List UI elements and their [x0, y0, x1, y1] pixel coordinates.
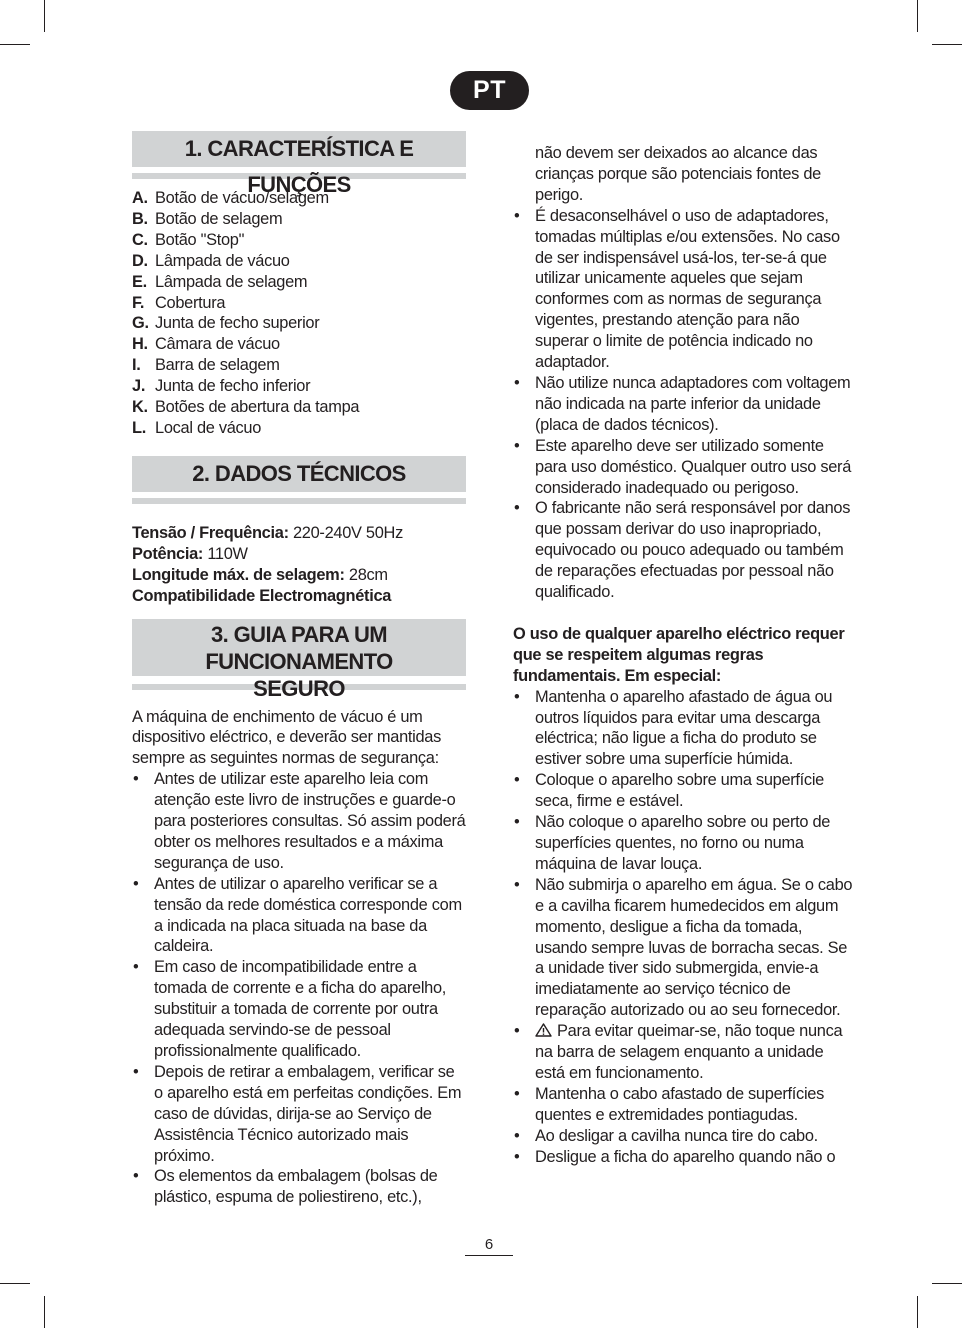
section-3-title-line2: SEGURO — [253, 675, 345, 701]
safety-bullet: • O fabricante não será responsável por danos que possam derivar do uso inapropriado, equivocado ou pouco adequado ou também de reparações efectuadas por pessoal não qualificado. — [513, 498, 853, 603]
rule-bullet: • Não coloque o aparelho sobre ou perto de superfícies quentes, no forno ou numa máquina de lavar louça. — [513, 812, 853, 875]
feature-item — [132, 355, 466, 376]
feature-letter: H. — [132, 335, 148, 354]
safety-bullet: • Não utilize nunca adaptadores com voltagem não indicada na parte inferior da unidade (placa de dados técnicos). — [513, 373, 853, 436]
feature-item — [132, 376, 466, 397]
crop-mark — [917, 0, 918, 32]
safety-bullet: • Os elementos da embalagem (bolsas de plástico, espuma de poliestireno, etc.), — [132, 1166, 466, 1208]
feature-list — [132, 188, 466, 439]
section-3-title-line1: 3. GUIA PARA UM FUNCIONAMENTO — [205, 621, 393, 674]
feature-letter: G. — [132, 314, 149, 333]
safety-bullet: • Este aparelho deve ser utilizado somente para uso doméstico. Qualquer outro uso será considerado inadequado ou perigoso. — [513, 436, 853, 499]
feature-text: Botão de vácuo/selagem — [155, 189, 329, 207]
tech-specs — [132, 523, 466, 607]
rule-bullet: • Coloque o aparelho sobre uma superfície seca, firme e estável. — [513, 770, 853, 812]
feature-letter: I. — [132, 356, 141, 375]
rule-bullet: • Mantenha o aparelho afastado de água ou outros líquidos para evitar uma descarga eléctrica; não ligue a ficha do produto se estiver sobre uma superfície húmida. — [513, 687, 853, 771]
safety-intro: A máquina de enchimento de vácuo é um dispositivo eléctrico, e deverão ser mantidas sempre as seguintes normas de segurança: — [132, 707, 442, 768]
page-number: 6 — [484, 1236, 494, 1253]
crop-mark — [932, 1283, 962, 1284]
crop-mark — [0, 44, 30, 45]
crop-mark — [0, 1283, 30, 1284]
safety-bullet: • Depois de retirar a embalagem, verificar se o aparelho está em perfeitas condições. Em caso de dúvidas, dirija-se ao Serviço de Assistência Técnico autorizado mais próximo. — [132, 1062, 466, 1167]
feature-text: Lâmpada de vácuo — [155, 251, 290, 270]
feature-letter: L. — [132, 418, 146, 437]
warning-triangle-icon — [535, 1023, 552, 1037]
page-number-rule — [465, 1255, 513, 1256]
rules-list — [513, 687, 853, 1022]
crop-mark — [932, 44, 962, 45]
feature-item — [132, 251, 466, 272]
section-rule — [132, 498, 466, 504]
feature-text: Câmara de vácuo — [155, 335, 280, 354]
safety-bullet: • É desaconselhável o uso de adaptadores, tomadas múltiplas e/ou extensões. No caso de ser indispensável usá-los, ter-se-á que utilizar unicamente aqueles que sejam conformes com as normas de segurança vigentes, prestando atenção para não superar o limite de potência indicado no adaptador. — [513, 206, 853, 373]
crop-mark — [44, 1296, 45, 1328]
feature-text: Lâmpada de selagem — [155, 272, 308, 291]
feature-letter: E. — [132, 272, 147, 291]
section-1-title: 1. CARACTERÍSTICA E FUNÇÕES — [184, 136, 414, 197]
feature-item — [132, 334, 466, 355]
safety-list-left — [132, 769, 466, 1208]
feature-item — [132, 188, 466, 209]
feature-text: Junta de fecho superior — [155, 314, 320, 333]
rules-heading: O uso de qualquer aparelho eléctrico requer que se respeitem algumas regras fundamentais. Em especial: — [513, 624, 845, 685]
crop-mark — [917, 1296, 918, 1328]
rule-bullet: • Ao desligar a cavilha nunca tire do cabo. — [513, 1126, 853, 1147]
feature-item — [132, 397, 466, 418]
feature-item — [132, 293, 466, 314]
rule-bullet: • Não submirja o aparelho em água. Se o cabo e a cavilha ficarem humedecidos em algum momento, desligue a ficha da tomada, usando sempre luvas de borracha secas. Se a unidade tiver sido submergida, envie-a imediatamente ao serviço técnico de reparação autorizado ou ao seu fornecedor. — [513, 875, 853, 1021]
section-2-header — [132, 456, 466, 492]
feature-item — [132, 230, 466, 251]
feature-item — [132, 313, 466, 334]
feature-text: Local de vácuo — [155, 418, 262, 437]
feature-letter: F. — [132, 293, 145, 312]
spec-voltage: Tensão / Frequência: 220-240V 50Hz — [132, 523, 403, 542]
safety-list-right — [513, 206, 853, 603]
warning-item: • Para evitar queimar-se, não toque nunca na barra de selagem enquanto a unidade está em funcionamento. — [513, 1021, 853, 1084]
feature-letter: K. — [132, 398, 148, 417]
feature-item — [132, 418, 466, 439]
feature-text: Botões de abertura da tampa — [155, 398, 360, 417]
spec-power: Potência: 110W — [132, 544, 248, 563]
crop-mark — [44, 0, 45, 32]
spec-length: Longitude máx. de selagem: 28cm — [132, 565, 388, 584]
section-1-header — [132, 131, 466, 197]
feature-text: Barra de selagem — [155, 356, 280, 375]
spec-emc: Compatibilidade Electromagnética — [132, 586, 392, 605]
feature-item — [132, 209, 466, 230]
safety-bullet: • Antes de utilizar o aparelho verificar se a tensão da rede doméstica corresponde com a indicada na placa situada na base da caldeira. — [132, 874, 466, 958]
right-column — [513, 143, 853, 1168]
section-2-title: 2. DADOS TÉCNICOS — [192, 460, 406, 486]
feature-text: Botão "Stop" — [155, 230, 245, 249]
feature-item — [132, 272, 466, 293]
rules-list-after — [513, 1084, 853, 1168]
feature-letter: D. — [132, 251, 148, 270]
feature-letter: A. — [132, 189, 148, 207]
safety-bullet: • Em caso de incompatibilidade entre a tomada de corrente e a ficha do aparelho, substituir a tomada de corrente por outra adequada servindo-se de pessoal profissionalmente qualificado. — [132, 957, 466, 1062]
warning-list — [513, 1021, 853, 1084]
feature-letter: B. — [132, 209, 148, 228]
feature-text: Botão de selagem — [155, 209, 283, 228]
safety-bullet: • Antes de utilizar este aparelho leia com atenção este livro de instruções e guarde-o para posteriores consultas. Só assim poderá obter os melhores resultados e a máxima segurança de uso. — [132, 769, 466, 874]
continued-text: não devem ser deixados ao alcance das crianças porque são potenciais fontes de perigo. — [535, 144, 821, 204]
section-3-header — [132, 619, 466, 701]
feature-letter: C. — [132, 230, 148, 249]
rule-bullet: • Mantenha o cabo afastado de superfícies quentes e extremidades pontiagudas. — [513, 1084, 853, 1126]
language-badge: PT — [450, 71, 529, 110]
feature-text: Junta de fecho inferior — [155, 377, 311, 396]
feature-text: Cobertura — [155, 293, 226, 312]
left-column — [132, 131, 466, 1208]
feature-letter: J. — [132, 377, 146, 396]
rule-bullet: • Desligue a ficha do aparelho quando não o — [513, 1147, 853, 1168]
